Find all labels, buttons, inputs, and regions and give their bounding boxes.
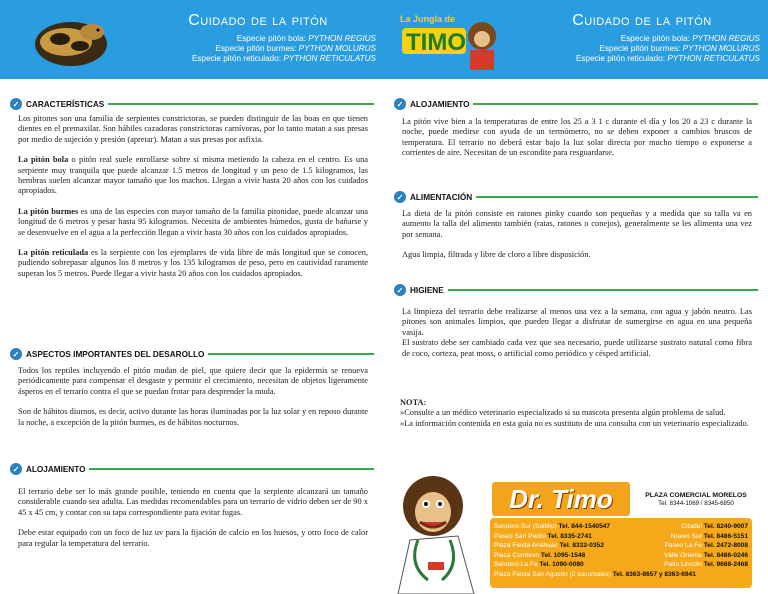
paragraph: La dieta de la pitón consiste en ratones pinky cuando son pequeñas y a medida que su talla va en aumento la talla del alimento también (ratas, ratones o conejos), generalmente se les alimenta una vez por semana. xyxy=(402,209,752,239)
green-rule xyxy=(208,353,374,355)
heading-alojamiento: ALOJAMIENTO xyxy=(26,464,86,474)
green-rule xyxy=(476,196,758,198)
plaza-info: PLAZA COMERCIAL MORELOS Tel. 8344-1069 / 8345-6850 xyxy=(645,492,747,507)
branch-row: Plaza Fiesta Anáhuac Tel. 8332-0352 Paseo La Fe Tel. 2472-8008 xyxy=(494,542,748,550)
paragraph: Agua limpia, filtrada y libre de cloro a libre disposición. xyxy=(402,250,591,260)
check-icon: ✓ xyxy=(394,284,406,296)
heading-alojamiento: ALOJAMIENTO xyxy=(410,99,470,109)
branch-row: Plaza Cumbres Tel. 1095-1548 Valle Oriente Tel. 8486-0246 xyxy=(494,551,748,559)
nota-block xyxy=(400,398,750,429)
section-higiene xyxy=(394,283,758,297)
python-photo xyxy=(30,6,112,72)
right-species-1: Especie pitón bola: PYTHON REGIUS xyxy=(620,34,760,43)
desarrollo-text xyxy=(18,366,368,438)
branch-row: Paseo San Pedro Tel. 8335-2741 Nuevo Sur Tel. 8486-5151 xyxy=(494,532,748,540)
svg-text:TIMO: TIMO xyxy=(406,29,466,56)
section-alojamiento-left xyxy=(10,462,374,476)
paragraph: Los pitones son una familia de serpientes constrictoras, se pueden distinguir de las boas en que tienen dientes en el premaxilar. Son hábiles cazadoras constrictoras carnívoras, por lo tanto matan a sus presas por medio de sujeción y presión (apretar). Matan a sus presas por asfixia. xyxy=(18,114,368,144)
section-desarrollo xyxy=(10,347,374,361)
paragraph: El terrario debe ser lo más grande posible, teniendo en cuenta que la serpiente alcanzará un tamaño considerable cuando sea adulta. Las medidas recomendables para un terrario de vidrio deben ser de 90 x 45 x 45 cm, y contar con su tapa correspondiente para evitar fugas. xyxy=(18,487,368,517)
section-alojamiento-right xyxy=(394,97,758,111)
green-rule xyxy=(108,103,374,105)
check-icon: ✓ xyxy=(10,348,22,360)
left-title: Cuidado de la pitón xyxy=(188,12,328,29)
heading-caracteristicas: CARACTERÍSTICAS xyxy=(26,99,105,109)
green-rule xyxy=(89,468,374,470)
branch-list xyxy=(490,518,752,588)
heading-desarrollo: ASPECTOS IMPORTANTES DEL DESAROLLO xyxy=(26,349,205,359)
green-rule xyxy=(448,289,758,291)
left-species-1: Especie pitón bola: PYTHON REGIUS xyxy=(236,34,376,43)
paragraph: Debe estar equipado con un foco de luz uv para la fijación de calcio en los huesos, y otro foco de calor para regular la temperatura del terrario. xyxy=(18,528,368,548)
heading-higiene: HIGIENE xyxy=(410,285,444,295)
paragraph: La pitón bola o pitón real suele enrollarse sobre sí misma metiendo la cabeza en el centro. Es una serpiente muy tranquila que puede alcanzar 1.5 metros de longitud y un peso de 1.5 kilogramos, las hembras suelen alcanzar mayor tamaño que los machos. Llegan a vivir hasta 20 años con los cuidados apropiados. xyxy=(18,155,368,196)
right-species-3: Especie pitón reticulado: PYTHON RETICULATUS xyxy=(575,54,760,63)
alimentacion-text xyxy=(402,209,752,271)
monkey-doctor-mascot xyxy=(388,470,488,594)
heading-alimentacion: ALIMENTACIÓN xyxy=(410,192,473,202)
paragraph: Son de hábitos diurnos, es decir, activo durante las horas iluminadas por la luz solar y en reposo durante la noche, a excepción de la pitón burmes, es de hábitos nocturnos. xyxy=(18,407,368,427)
nota-heading: NOTA: xyxy=(400,398,427,407)
check-icon: ✓ xyxy=(10,463,22,475)
branch-row: Sendero Sur (Saltillo) Tel. 844-1540547 Citadel Tel. 8240-9007 xyxy=(494,523,748,530)
left-banner xyxy=(0,0,384,79)
nota-line: »Consulte a un médico veterinario especializado si su mascota presenta algún problema de salud. xyxy=(400,408,726,418)
paragraph: El sustrato debe ser cambiado cada vez que sea necesario, puede utilizarse sustrato natural como fibra de coco, corteza, peat moss, o artificial como periódico y césped artificial. xyxy=(402,338,752,358)
check-icon: ✓ xyxy=(10,98,22,110)
section-alimentacion xyxy=(394,190,758,204)
green-rule xyxy=(473,103,758,105)
left-species-3: Especie pitón reticulado: PYTHON RETICULATUS xyxy=(191,54,376,63)
section-caracteristicas xyxy=(10,97,374,111)
branch-row: Plaza Fiesta San Agustín (2 sucursales) Tel. 8363-8657 y 8363-6941 xyxy=(494,570,696,578)
timo-logo xyxy=(390,6,502,72)
alojamiento-left-text xyxy=(18,487,368,559)
check-icon: ✓ xyxy=(394,98,406,110)
paragraph: La pitón burmes es una de las especies con mayor tamaño de la familia pitonidae, puede alcanzar una longitud de 6 metros y pesar hasta 95 kilogramos. Necesita de ambientes húmedos, gusta de bañarse y se desenvuelve en el agua a la perfección llegan a vivir hasta 30 años con los cuidados apropiados. xyxy=(18,206,368,237)
right-title: Cuidado de la pitón xyxy=(572,12,712,29)
paragraph: La pitón vive bien a la temperaturas de entre los 25 a 3 1 c durante el día y los 20 a 23 c durante la noche, puede medirse con ayuda de un termómetro, no se deben exponer a cambios bruscos de temperatura. El terrario no deberá estar bajo la luz solar directa por mucho tiempo o exponerse a corrientes de aire. Necesitan de un escondite para resguardarse. xyxy=(402,117,752,158)
left-species-2: Especie pitón burmes: PYTHON MOLURUS xyxy=(215,44,376,53)
check-icon: ✓ xyxy=(394,191,406,203)
paragraph: Todos los reptiles incluyendo el pitón mudan de piel, que quiere decir que la epidermis se renueva periódicamente para compensar el desgaste y permitir el crecimiento, necesitan de objetos ligeramente ásperos en el terrario contra el que se puedan frotar para desprender la muda. xyxy=(18,366,368,396)
higiene-text xyxy=(402,307,752,369)
svg-text:La Jungla de: La Jungla de xyxy=(400,14,456,24)
caracteristicas-text xyxy=(18,114,368,289)
nota-line: »La información contenida en esta guía no es sustituto de una consulta con un veterinario especializado. xyxy=(400,418,749,428)
paragraph: La pitón reticulada es la serpiente con los ejemplares de vida libre de más longitud que se conocen, pudiendo sobrepasar algunos los 8 metros y los 135 kilogramos de peso, pero en cautividad raramente superan los 5 metros. Puede llegar a vivir hasta 20 años con los cuidados apropiados. xyxy=(18,248,369,278)
right-species-2: Especie pitón burmes: PYTHON MOLURUS xyxy=(599,44,760,53)
right-banner xyxy=(384,0,768,79)
dr-timo-logo: Dr. Timo xyxy=(492,482,630,516)
paragraph: La limpieza del terrario debe realizarse al menos una vez a la semana, con agua y jabón neutro. Las pitones son animales limpios, que pueden llegar a disfrutar de sumergirse en agua en una pequeña vasija. xyxy=(402,307,752,337)
alojamiento-right-text xyxy=(402,117,752,169)
branch-row: Sendero La Fe Tel. 1090-0080 Patio Lincoln Tel. 9688-2468 xyxy=(494,561,748,569)
